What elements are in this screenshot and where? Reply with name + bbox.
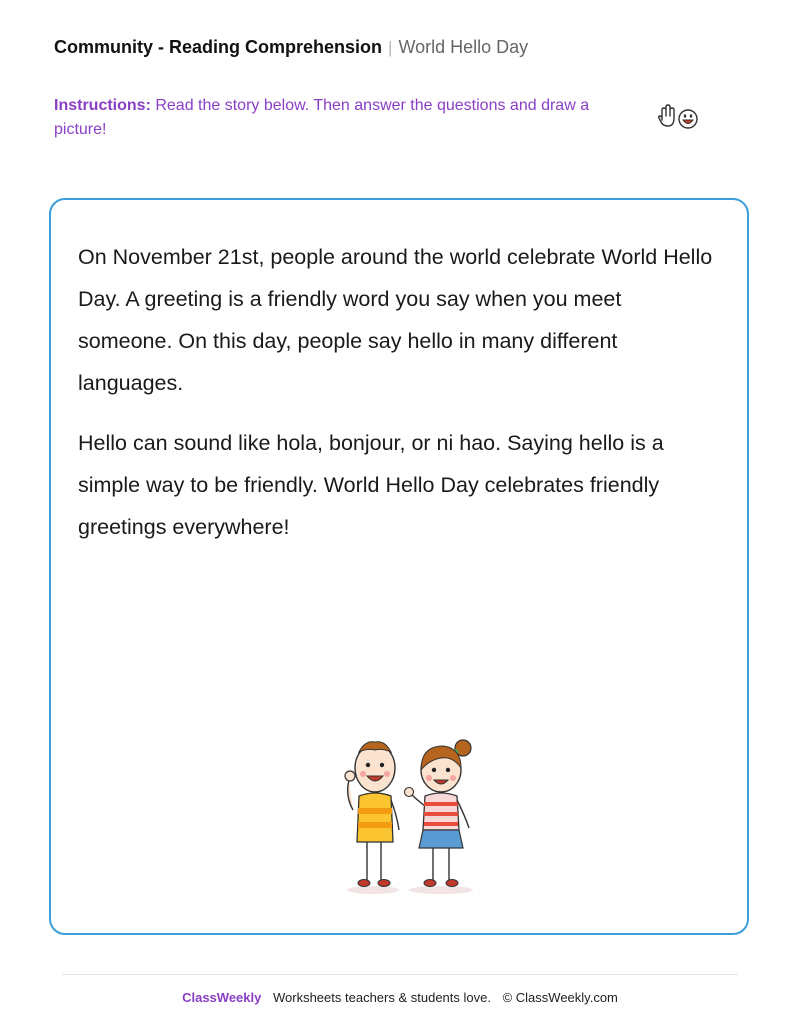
worksheet-title: Community - Reading Comprehension bbox=[54, 37, 383, 57]
story-box bbox=[49, 198, 749, 935]
instructions-text: Read the story below. Then answer the questions and draw a picture! bbox=[54, 97, 590, 138]
worksheet-subtitle: World Hello Day bbox=[398, 37, 529, 57]
instructions bbox=[54, 94, 614, 142]
worksheet-header bbox=[54, 37, 528, 58]
footer-copyright: © ClassWeekly.com bbox=[502, 990, 618, 1005]
footer bbox=[0, 990, 800, 1005]
story-text bbox=[78, 236, 718, 566]
waving-hand-smiley-icon bbox=[656, 102, 700, 132]
header-separator: | bbox=[388, 38, 393, 57]
instructions-label: Instructions: bbox=[54, 97, 151, 114]
story-paragraph-1: On November 21st, people around the world celebrate World Hello Day. A greeting is a friendly word you say when you meet someone. On this day, people say hello in many different languages. bbox=[78, 245, 713, 395]
story-paragraph-2: Hello can sound like hola, bonjour, or ni hao. Saying hello is a simple way to be friendly. World Hello Day celebrates friendly greetings everywhere! bbox=[78, 431, 664, 539]
girl-figure bbox=[405, 740, 472, 887]
two-kids-waving-illustration bbox=[323, 730, 493, 900]
footer-tagline: Worksheets teachers & students love. bbox=[272, 990, 491, 1005]
footer-brand: ClassWeekly bbox=[182, 990, 262, 1005]
boy-figure bbox=[345, 742, 399, 887]
footer-divider bbox=[62, 974, 738, 975]
